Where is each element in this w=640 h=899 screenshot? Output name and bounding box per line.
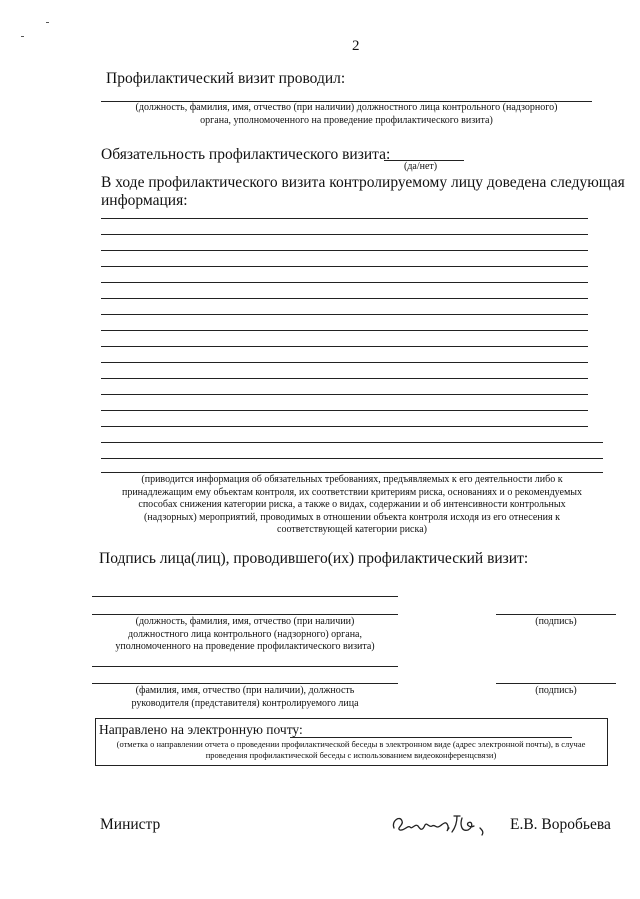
caption-line: принадлежащим ему объектам контроля, их соответствии критериям риска, основаниях и о рекомендуемых [121, 486, 583, 498]
email-label: Направлено на электронную почту: [99, 722, 303, 737]
visit-conducted-by-label: Профилактический визит проводил: [106, 70, 346, 87]
info-blank-line [101, 218, 588, 219]
info-blank-line [101, 458, 603, 459]
info-heading-line: В ходе профилактического визита контролируемому лицу доведена следующая [101, 174, 625, 191]
info-blank-line [101, 378, 588, 379]
caption-line: (отметка о направлении отчета о проведении профилактической беседы в электронном виде (адрес электронной почты), в случае [116, 739, 586, 749]
minister-name: Е.В. Воробьева [510, 816, 611, 833]
info-blank-line [101, 282, 588, 283]
caption-line: способах снижения категории риска, а также о видах, содержании и об интенсивности контрольных [138, 499, 566, 510]
representative-line [92, 683, 398, 684]
scan-speck [21, 36, 24, 37]
obligation-label: Обязательность профилактического визита: [101, 146, 391, 163]
caption-line: (надзорных) мероприятий, проводимых в отношении объекта контроля исходя из его отнесения к [144, 511, 560, 523]
signature-caption: (подпись) [535, 616, 577, 627]
caption-line: должностного лица контрольного (надзорного) органа, [127, 628, 362, 640]
caption-line: (должность, фамилия, имя, отчество (при наличии) должностного лица контрольного (надзорного) [135, 102, 558, 113]
info-blank-line [101, 250, 588, 251]
caption-line: (фамилия, имя, отчество (при наличии), должность [135, 685, 355, 696]
info-blank-line [101, 426, 588, 427]
info-heading [101, 174, 625, 210]
signature-caption: (подпись) [535, 685, 577, 696]
signature-heading: Подпись лица(лиц), проводившего(их) профилактический визит: [99, 550, 529, 567]
handwritten-signature [388, 806, 500, 840]
signature-line [496, 614, 616, 615]
obligation-caption: (да/нет) [404, 161, 438, 172]
signature-line [496, 683, 616, 684]
official-signature-line [92, 596, 398, 597]
info-blank-line [101, 394, 588, 395]
info-blank-line [101, 472, 603, 473]
info-blank-line [101, 442, 603, 443]
info-blank-line [101, 266, 588, 267]
caption-line: руководителя (представителя) контролируемого лица [131, 697, 359, 709]
caption-line: (приводится информация об обязательных требованиях, предъявляемых к его деятельности либо к [141, 474, 563, 485]
info-blank-line [101, 234, 588, 235]
email-line [290, 737, 572, 738]
caption-line: органа, уполномоченного на проведение профилактического визита) [200, 114, 493, 126]
info-blank-line [101, 298, 588, 299]
scan-speck [46, 22, 49, 23]
representative-line [92, 666, 398, 667]
info-blank-line [101, 346, 588, 347]
caption-line: уполномоченного на проведение профилактического визита) [115, 641, 375, 652]
info-heading-line: информация: [101, 192, 188, 209]
info-blank-line [101, 410, 588, 411]
caption-line: соответствующей категории риска) [277, 524, 427, 535]
info-caption [96, 474, 608, 537]
caption-line: (должность, фамилия, имя, отчество (при наличии) [135, 616, 355, 627]
page-number: 2 [352, 38, 360, 54]
info-blank-line [101, 330, 588, 331]
caption-line: проведения профилактической беседы с использованием видеоконференцсвязи) [205, 750, 497, 760]
official-signature-caption [92, 616, 398, 654]
representative-caption [92, 685, 398, 710]
minister-title: Министр [100, 816, 161, 833]
info-blank-line [101, 314, 588, 315]
official-signature-line [92, 614, 398, 615]
email-caption [96, 739, 606, 761]
official-caption [101, 102, 592, 127]
info-blank-line [101, 362, 588, 363]
